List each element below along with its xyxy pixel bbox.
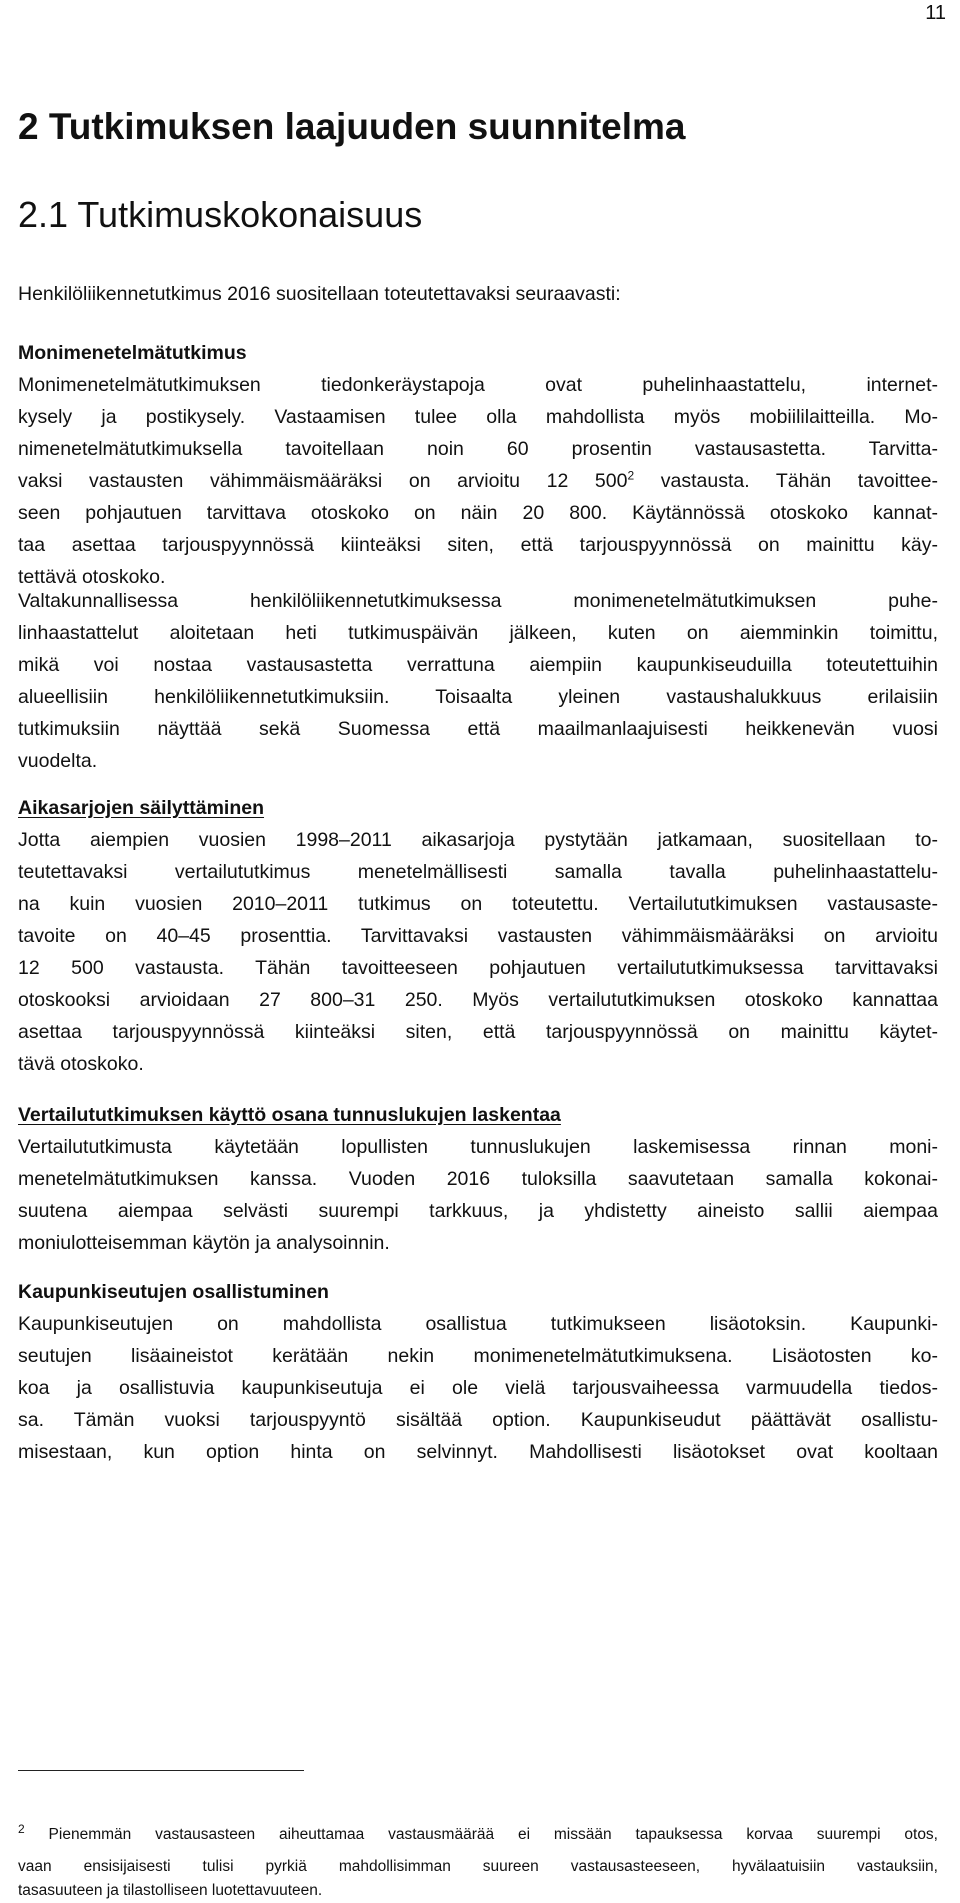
footnote-reference: 2 [627, 468, 635, 483]
intro-paragraph [18, 278, 938, 310]
section-valtakunnallinen [18, 585, 938, 777]
paragraph-line: Vertailututkimusta käytetään lopullisten tunnuslukujen laskemisessa rinnan moni- [18, 1136, 938, 1158]
line-segment: vastausta. Tähän tavoittee- [634, 470, 938, 492]
subheading-vertailu: Vertailututkimuksen käyttö osana tunnuslukujen laskentaa [18, 1104, 561, 1126]
paragraph-line: Valtakunnallisessa henkilöliikennetutkimuksessa monimenetelmätutkimuksen puhe- [18, 590, 938, 612]
paragraph-line: tavoite on 40–45 prosenttia. Tarvittavaksi vastausten vähimmäismääräksi on arvioitu [18, 925, 938, 947]
paragraph-line: moniulotteisemman käytön ja analysoinnin. [18, 1232, 390, 1254]
paragraph-line: linhaastattelut aloitetaan heti tutkimuspäivän jälkeen, kuten on aiemminkin toimittu, [18, 622, 938, 644]
subheading-monimenetelma: Monimenetelmätutkimus [18, 342, 247, 364]
paragraph-line: teutettavaksi vertailututkimus menetelmällisesti samalla tavalla puhelinhaastattelu- [18, 861, 938, 883]
footnote [18, 1823, 938, 1903]
footnote-line [18, 1823, 938, 1855]
paragraph-line: tettävä otoskoko. [18, 566, 166, 588]
paragraph-line: sa. Tämän vuoksi tarjouspyyntö sisältää option. Kaupunkiseudut päättävät osallistu- [18, 1409, 938, 1431]
paragraph-line: tävä otoskoko. [18, 1053, 144, 1075]
subheading-kaupunkiseudut: Kaupunkiseutujen osallistuminen [18, 1281, 329, 1303]
paragraph-line: seutujen lisäaineistot kerätään nekin monimenetelmätutkimuksena. Lisäotosten ko- [18, 1345, 938, 1367]
paragraph-line: asettaa tarjouspyynnössä kiinteäksi siten, että tarjouspyynnössä on mainittu käytet- [18, 1021, 938, 1043]
paragraph-line: taa asettaa tarjouspyynnössä kiinteäksi siten, että tarjouspyynnössä on mainittu käy- [18, 534, 938, 556]
paragraph-line: suutena aiempaa selvästi suurempi tarkkuus, ja yhdistetty aineisto sallii aiempaa [18, 1200, 938, 1222]
paragraph-line: na kuin vuosien 2010–2011 tutkimus on toteutettu. Vertailututkimuksen vastausaste- [18, 893, 938, 915]
paragraph-line: tutkimuksiin näyttää sekä Suomessa että maailmanlaajuisesti heikkenevän vuosi [18, 718, 938, 740]
paragraph-line: nimenetelmätutkimuksella tavoitellaan noin 60 prosentin vastausastetta. Tarvitta- [18, 438, 938, 460]
paragraph-line: menetelmätutkimuksen kanssa. Vuoden 2016 tuloksilla saavutetaan samalla kokonai- [18, 1168, 938, 1190]
paragraph-line: alueellisiin henkilöliikennetutkimuksiin. Toisaalta yleinen vastaushalukkuus erilaisiin [18, 686, 938, 708]
paragraph-line: Monimenetelmätutkimuksen tiedonkeräystapoja ovat puhelinhaastattelu, internet- [18, 374, 938, 396]
line-segment: Pienemmän vastausasteen aiheuttamaa vastausmäärää ei missään tapauksessa korvaa suurempi otos, [24, 1826, 938, 1843]
section-aikasarjat [18, 792, 938, 1080]
paragraph-line: Jotta aiempien vuosien 1998–2011 aikasarjoja pystytään jatkamaan, suositellaan to- [18, 829, 938, 851]
paragraph-line: kysely ja postikysely. Vastaamisen tulee olla mahdollista myös mobiililaitteilla. Mo- [18, 406, 938, 428]
line-segment: vaksi vastausten vähimmäismääräksi on arvioitu 12 500 [18, 470, 628, 492]
footnote-line: tasasuuteen ja tilastolliseen luotettavuuteen. [18, 1882, 323, 1899]
chapter-heading: 2 Tutkimuksen laajuuden suunnitelma [18, 106, 686, 147]
intro-text: Henkilöliikennetutkimus 2016 suositellaan toteutettavaksi seuraavasti: [18, 283, 621, 305]
paragraph-line: mikä voi nostaa vastausastetta verrattuna aiempiin kaupunkiseuduilla toteutettuihin [18, 654, 938, 676]
paragraph-line [18, 465, 938, 497]
page-number: 11 [925, 2, 946, 24]
paragraph-line: misestaan, kun option hinta on selvinnyt. Mahdollisesti lisäotokset ovat kooltaan [18, 1441, 938, 1463]
section-heading: 2.1 Tutkimuskokonaisuus [18, 194, 423, 235]
paragraph-line: seen pohjautuen tarvittava otoskoko on näin 20 800. Käytännössä otoskoko kannat- [18, 502, 938, 524]
section-monimenetelma [18, 337, 938, 593]
section-kaupunkiseudut [18, 1276, 938, 1468]
paragraph-line: Kaupunkiseutujen on mahdollista osallistua tutkimukseen lisäotoksin. Kaupunki- [18, 1313, 938, 1335]
paragraph-line: 12 500 vastausta. Tähän tavoitteeseen pohjautuen vertailututkimuksessa tarvittavaksi [18, 957, 938, 979]
paragraph-line: vuodelta. [18, 750, 98, 772]
footnote-marker: 2 [18, 1821, 25, 1836]
paragraph-line: koa ja osallistuvia kaupunkiseutuja ei ole vielä tarjousvaiheessa varmuudella tiedos- [18, 1377, 938, 1399]
footnote-separator [18, 1770, 304, 1771]
subheading-aikasarjat: Aikasarjojen säilyttäminen [18, 797, 265, 819]
footnote-line: vaan ensisijaisesti tulisi pyrkiä mahdollisimman suureen vastausasteeseen, hyvälaatuisiin vastauksiin, [18, 1858, 938, 1875]
section-vertailu [18, 1099, 938, 1259]
paragraph-line: otoskooksi arvioidaan 27 800–31 250. Myös vertailututkimuksen otoskoko kannattaa [18, 989, 938, 1011]
